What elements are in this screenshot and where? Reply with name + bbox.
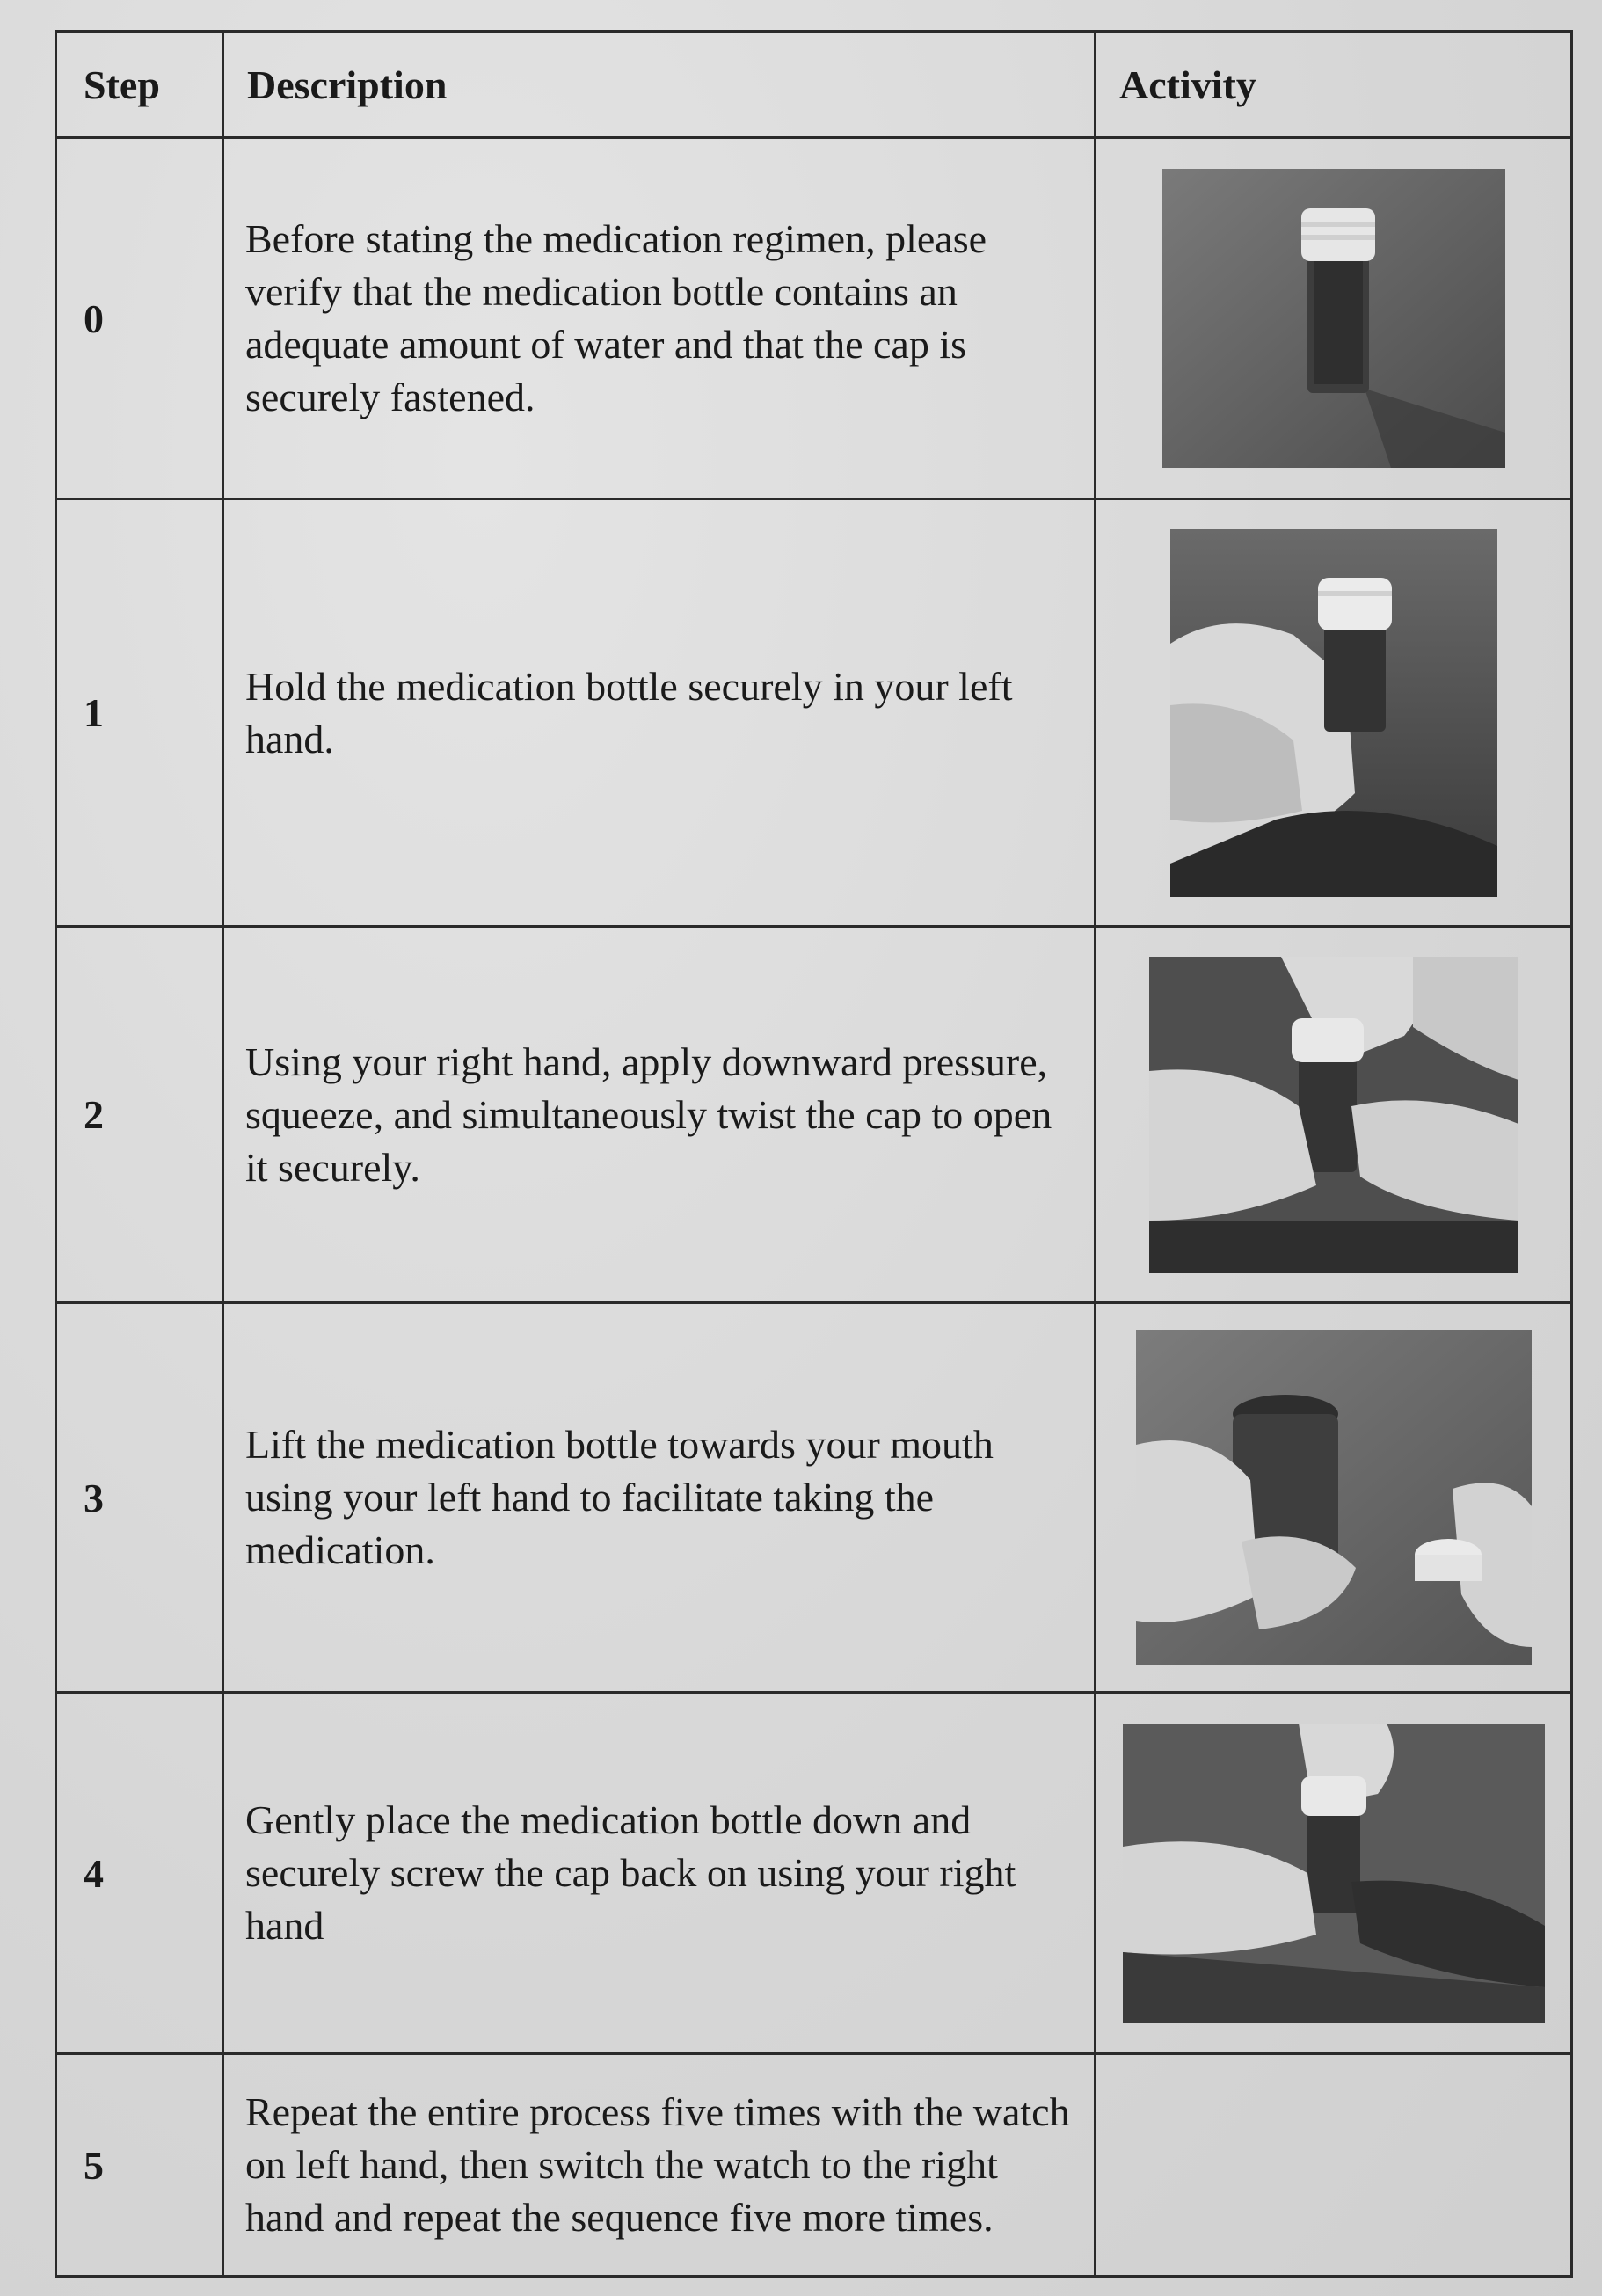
- activity-cell: [1096, 499, 1572, 927]
- photo-hands-twisting-cap: [1149, 957, 1518, 1273]
- step-number: 4: [56, 1693, 223, 2054]
- step-number: 5: [56, 2054, 223, 2277]
- step-description: Gently place the medication bottle down and securely screw the cap back on using your right hand: [223, 1693, 1096, 2054]
- step-number: 1: [56, 499, 223, 927]
- photo-hand-lifting-bottle: [1136, 1330, 1532, 1665]
- activity-cell-empty: [1096, 2054, 1572, 2277]
- table-row: [56, 927, 1572, 1303]
- step-description: Repeat the entire process five times with the watch on left hand, then switch the watch to the right hand and repeat the sequence five more times.: [223, 2054, 1096, 2277]
- procedure-table: [55, 30, 1573, 2278]
- header-step: Step: [56, 32, 223, 138]
- step-number: 0: [56, 138, 223, 499]
- step-description: Before stating the medication regimen, please verify that the medication bottle contains an adequate amount of water and that the cap is securely fastened.: [223, 138, 1096, 499]
- header-activity: Activity: [1096, 32, 1572, 138]
- table-row: [56, 1693, 1572, 2054]
- table-row: [56, 2054, 1572, 2277]
- header-row: [56, 32, 1572, 138]
- activity-cell: [1096, 1303, 1572, 1693]
- photo-hand-holding-bottle: [1170, 529, 1497, 897]
- header-description: Description: [223, 32, 1096, 138]
- table-row: [56, 138, 1572, 499]
- table-row: [56, 1303, 1572, 1693]
- step-number: 3: [56, 1303, 223, 1693]
- photo-bottle-with-cap: [1162, 169, 1505, 468]
- activity-cell: [1096, 1693, 1572, 2054]
- step-description: Using your right hand, apply downward pressure, squeeze, and simultaneously twist the cap to open it securely.: [223, 927, 1096, 1303]
- photo-hands-screwing-cap: [1123, 1724, 1545, 2023]
- step-description: Hold the medication bottle securely in your left hand.: [223, 499, 1096, 927]
- table-row: [56, 499, 1572, 927]
- step-description: Lift the medication bottle towards your mouth using your left hand to facilitate taking the medication.: [223, 1303, 1096, 1693]
- step-number: 2: [56, 927, 223, 1303]
- activity-cell: [1096, 138, 1572, 499]
- activity-cell: [1096, 927, 1572, 1303]
